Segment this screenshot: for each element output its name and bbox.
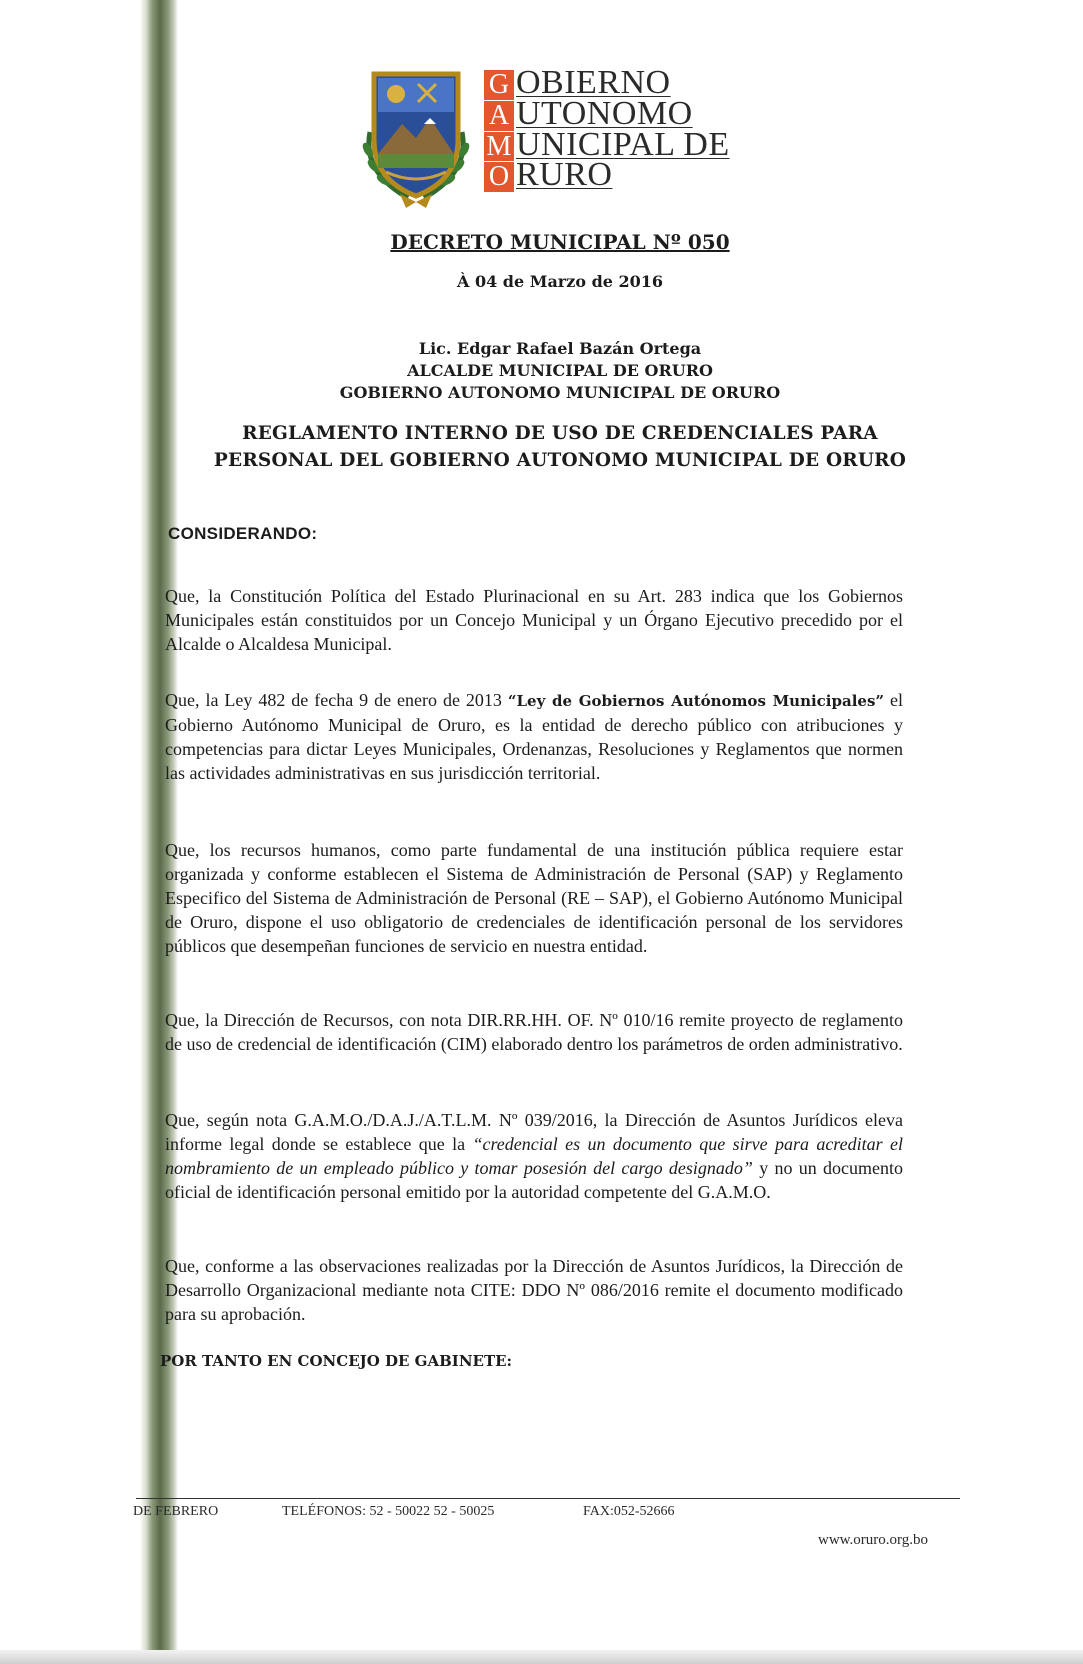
decree-title: DECRETO MUNICIPAL Nº 050 xyxy=(390,230,730,254)
authority-block xyxy=(160,338,960,404)
institution-name: GOBIERNO AUTONOMO MUNICIPAL DE ORURO xyxy=(339,383,781,402)
paragraph-4: Que, la Dirección de Recursos, con nota DIR.RR.HH. OF. Nº 010/16 remite proyecto de reglamento de uso de credencial de identificación (CIM) elaborado dentro los parámetros de orden administrativo. xyxy=(165,1010,903,1054)
regulation-title-line-1: REGLAMENTO INTERNO DE USO DE CREDENCIALES PARA xyxy=(242,423,878,444)
logo-word-municipal-de: UNICIPAL DE xyxy=(516,125,730,163)
scan-edge xyxy=(0,1650,1083,1664)
mayor-title: ALCALDE MUNICIPAL DE ORURO xyxy=(407,361,713,380)
logo-letter-m: M xyxy=(484,132,514,163)
footer-month: DE FEBRERO xyxy=(133,1504,219,1519)
gamo-wordmark xyxy=(516,64,730,194)
scan-binding-shadow xyxy=(0,0,178,1664)
coat-of-arms-icon xyxy=(356,62,476,212)
paragraph-2: Que, la Ley 482 de fecha 9 de enero de 2013 “Ley de Gobiernos Autónomos Municipales” el Gobierno Autónomo Municipal de Oruro, es la entidad de derecho público con atribuciones y competencias para dictar Leyes Municipales, Ordenanzas, Resoluciones y Reglamentos que normen las actividades administrativas en sus jurisdicción territorial. xyxy=(165,690,903,783)
paragraph-5: Que, según nota G.A.M.O./D.A.J./A.T.L.M. Nº 039/2016, la Dirección de Asuntos Jurídicos eleva informe legal donde se establece que la “credencial es un documento que sirve para acreditar el nombramiento de un empleado público y tomar posesión del cargo designado” y no un documento oficial de identificación personal emitido por la autoridad competente del G.A.M.O. xyxy=(165,1110,903,1202)
regulation-title xyxy=(160,420,960,474)
logo-word-autonomo: UTONOMO xyxy=(516,94,693,132)
footer-website: www.oruro.org.bo xyxy=(818,1532,928,1548)
regulation-title-line-2: PERSONAL DEL GOBIERNO AUTONOMO MUNICIPAL DE ORURO xyxy=(213,450,907,471)
law-name: “Ley de Gobiernos Autónomos Municipales” xyxy=(507,692,885,710)
footer-phones: TELÉFONOS: 52 - 50022 52 - 50025 xyxy=(282,1504,495,1519)
logo-letter-g: G xyxy=(484,70,514,101)
por-tanto-heading: POR TANTO EN CONCEJO DE GABINETE: xyxy=(160,1352,513,1370)
logo-letter-o: O xyxy=(484,162,514,193)
footer-fax: FAX:052-52666 xyxy=(583,1504,675,1519)
paragraph-3: Que, los recursos humanos, como parte fundamental de una institución pública requiere estar organizada y conforme establecen el Sistema de Administración de Personal (SAP) y Reglamento Especifico del Sistema de Administración de Personal (RE – SAP), el Gobierno Autónomo Municipal de Oruro, dispone el uso obligatorio de credenciales de identificación personal de los servidores públicos que desempeñan funciones de servicio en nuestra entidad. xyxy=(165,840,903,956)
gamo-letters xyxy=(484,70,514,193)
logo-word-gobierno: OBIERNO xyxy=(516,64,671,101)
logo-word-oruro: RURO xyxy=(516,156,613,194)
decree-date: À 04 de Marzo de 2016 xyxy=(456,272,664,291)
logo-letter-a: A xyxy=(484,101,514,132)
gamo-logo xyxy=(356,62,746,212)
legal-quote: “credencial es un documento que sirve para acreditar el nombramiento de un empleado público y tomar posesión del cargo designado” xyxy=(165,1134,903,1178)
paragraph-6: Que, conforme a las observaciones realizadas por la Dirección de Asuntos Jurídicos, la Dirección de Desarrollo Organizacional mediante nota CITE: DDO Nº 086/2016 remite el documento modificado para su aprobación. xyxy=(165,1256,903,1324)
paragraph-1: Que, la Constitución Política del Estado Plurinacional en su Art. 283 indica que los Gobiernos Municipales están constituidos por un Concejo Municipal y un Órgano Ejecutivo precedido por el Alcalde o Alcaldesa Municipal. xyxy=(165,586,903,654)
considerando-heading: CONSIDERANDO: xyxy=(168,524,318,543)
footer-divider xyxy=(136,1498,960,1499)
mayor-name: Lic. Edgar Rafael Bazán Ortega xyxy=(418,339,702,358)
